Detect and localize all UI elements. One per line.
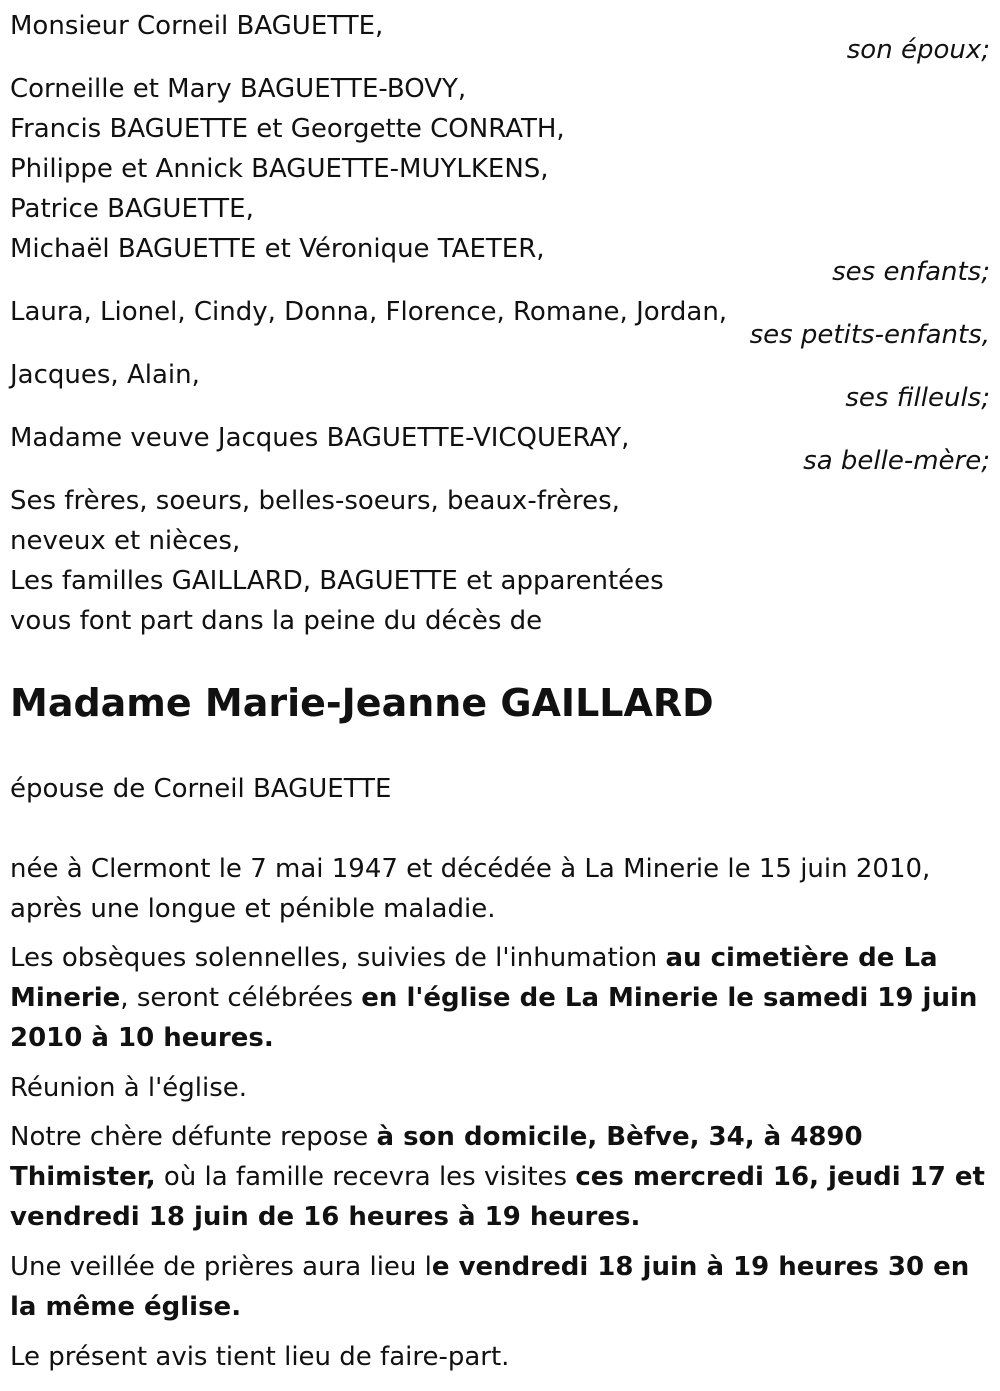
relation-mother-in-law: sa belle-mère; [803,446,990,476]
birth-death-paragraph: née à Clermont le 7 mai 1947 et décédée à La Minerie le 15 juin 2010, après une longue et pénible maladie. [10,854,931,924]
relatives-line: Ses frères, soeurs, belles-soeurs, beaux-frères, [10,486,620,516]
deceased-name: Madame Marie-Jeanne GAILLARD [10,681,714,725]
vigil-date: e vendredi 18 juin à 19 heures 30 en la même église. [10,1252,970,1322]
child-line: Patrice BAGUETTE, [10,194,254,224]
repose-text: où la famille recevra les visites [155,1162,576,1192]
child-line: Michaël BAGUETTE et Véronique TAETER, [10,234,545,264]
child-line: Philippe et Annick BAGUETTE-MUYLKENS, [10,154,549,184]
repose-address: à son domicile, Bèfve, 34, à 4890 Thimister, [10,1122,863,1192]
relatives-line: neveux et nièces, [10,526,241,556]
relation-children: ses enfants; [832,257,990,287]
mother-in-law-line: Madame veuve Jacques BAGUETTE-VICQUERAY, [10,423,630,453]
visiting-hours: ces mercredi 16, jeudi 17 et vendredi 18 juin de 16 heures à 19 heures. [10,1162,985,1232]
child-line: Francis BAGUETTE et Georgette CONRATH, [10,114,565,144]
godchildren-line: Jacques, Alain, [10,360,200,390]
other-relatives [10,481,990,641]
grandchildren-line: Laura, Lionel, Cindy, Donna, Florence, Romane, Jordan, [10,297,728,327]
vigil-text: Une veillée de prières aura lieu l [10,1252,432,1282]
repose-text: Notre chère défunte repose [10,1122,377,1152]
burial-location: au cimetière de La Minerie [10,943,938,1013]
announcement-line: vous font part dans la peine du décès de [10,606,543,636]
spouse-line: Monsieur Corneil BAGUETTE, [10,11,384,41]
relatives-line: Les familles GAILLARD, BAGUETTE et apparentées [10,566,664,596]
relation-spouse: son époux; [846,35,990,65]
deceased-spouse-of: épouse de Corneil BAGUETTE [10,774,392,804]
children-list [10,69,990,269]
funeral-text: Les obsèques solennelles, suivies de l'inhumation [10,943,666,973]
vigil-paragraph [10,1247,995,1327]
ceremony-date: en l'église de La Minerie le samedi 19 juin 2010 à 10 heures. [10,983,978,1053]
child-line: Corneille et Mary BAGUETTE-BOVY, [10,74,467,104]
repose-paragraph [10,1117,995,1237]
funeral-paragraph [10,938,995,1058]
notice-line: Le présent avis tient lieu de faire-part. [10,1342,510,1372]
relation-godchildren: ses filleuls; [845,383,990,413]
reunion-paragraph: Réunion à l'église. [10,1073,248,1103]
funeral-text: , seront célébrées [120,983,362,1013]
relation-grandchildren: ses petits-enfants, [749,320,990,350]
